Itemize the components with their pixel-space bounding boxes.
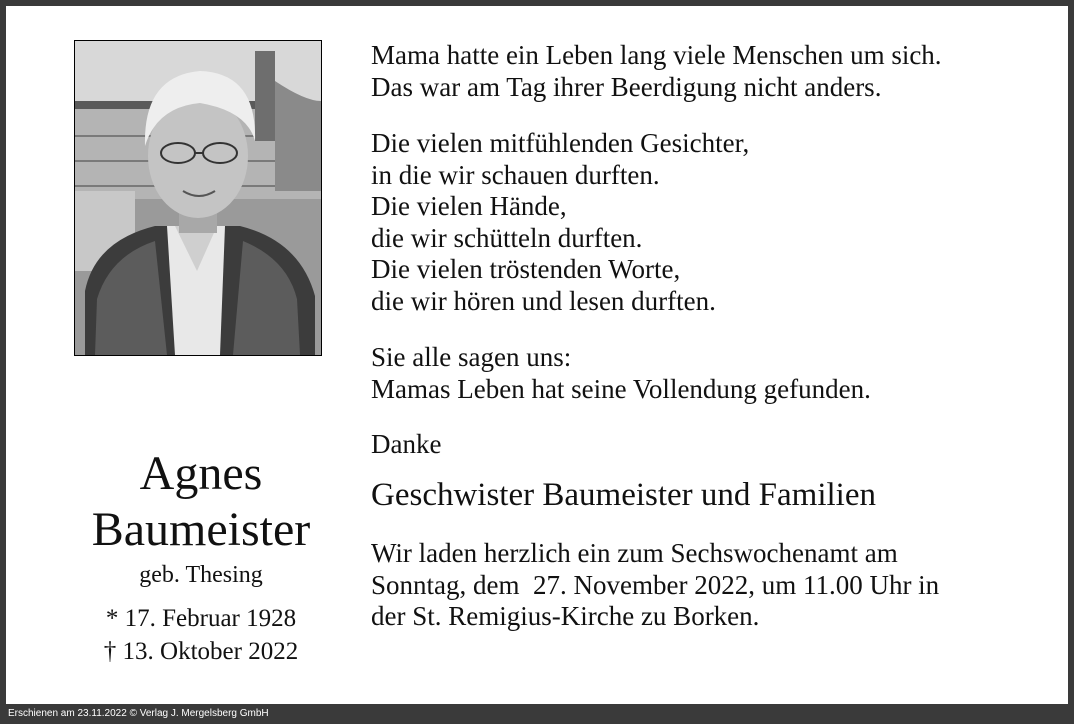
death-date: † 13. Oktober 2022 — [103, 638, 299, 665]
poem-line: Mamas Leben hat seine Vollendung gefunden. — [371, 373, 871, 404]
poem-line: Die vielen mitfühlenden Gesichter, — [371, 128, 750, 158]
birth-date: * 17. Februar 1928 — [105, 605, 297, 632]
maiden-name: geb. Thesing — [139, 562, 263, 588]
publication-note: Erschienen am 23.11.2022 © Verlag J. Mergelsberg GmbH — [8, 708, 269, 719]
poem-stanza-3 — [371, 342, 1051, 405]
poem-line: Die vielen Hände, — [371, 191, 567, 221]
invitation-line: der St. Remigius-Kirche zu Borken. — [371, 601, 760, 631]
obituary-card — [6, 6, 1068, 704]
poem-line: in die wir schauen durften. — [371, 159, 660, 190]
last-name: Baumeister — [91, 503, 311, 556]
life-dates — [46, 602, 356, 668]
publication-footer — [0, 704, 1074, 724]
poem-line: die wir schütteln durften. — [371, 222, 643, 253]
poem-line: Die vielen tröstenden Worte, — [371, 254, 681, 284]
invitation-line: Sonntag, dem 27. November 2022, um 11.00 Uhr in — [371, 569, 940, 600]
poem-line: die wir hören und lesen durften. — [371, 285, 716, 316]
poem-line: Sie alle sagen uns: — [371, 342, 572, 372]
poem-stanza-2 — [371, 128, 1051, 317]
invitation-line: Wir laden herzlich ein zum Sechswochenamt am — [371, 538, 898, 568]
first-name: Agnes — [139, 447, 263, 500]
poem-stanza-1 — [371, 40, 1051, 103]
thanks-text: Danke — [371, 429, 442, 459]
family-signature: Geschwister Baumeister und Familien — [371, 477, 876, 513]
deceased-block — [46, 446, 356, 668]
poem-line: Das war am Tag ihrer Beerdigung nicht anders. — [371, 71, 882, 102]
invitation-text — [371, 538, 1051, 633]
message-column — [371, 40, 1051, 633]
portrait-photo — [74, 40, 322, 356]
poem-line: Mama hatte ein Leben lang viele Menschen um sich. — [371, 40, 942, 70]
